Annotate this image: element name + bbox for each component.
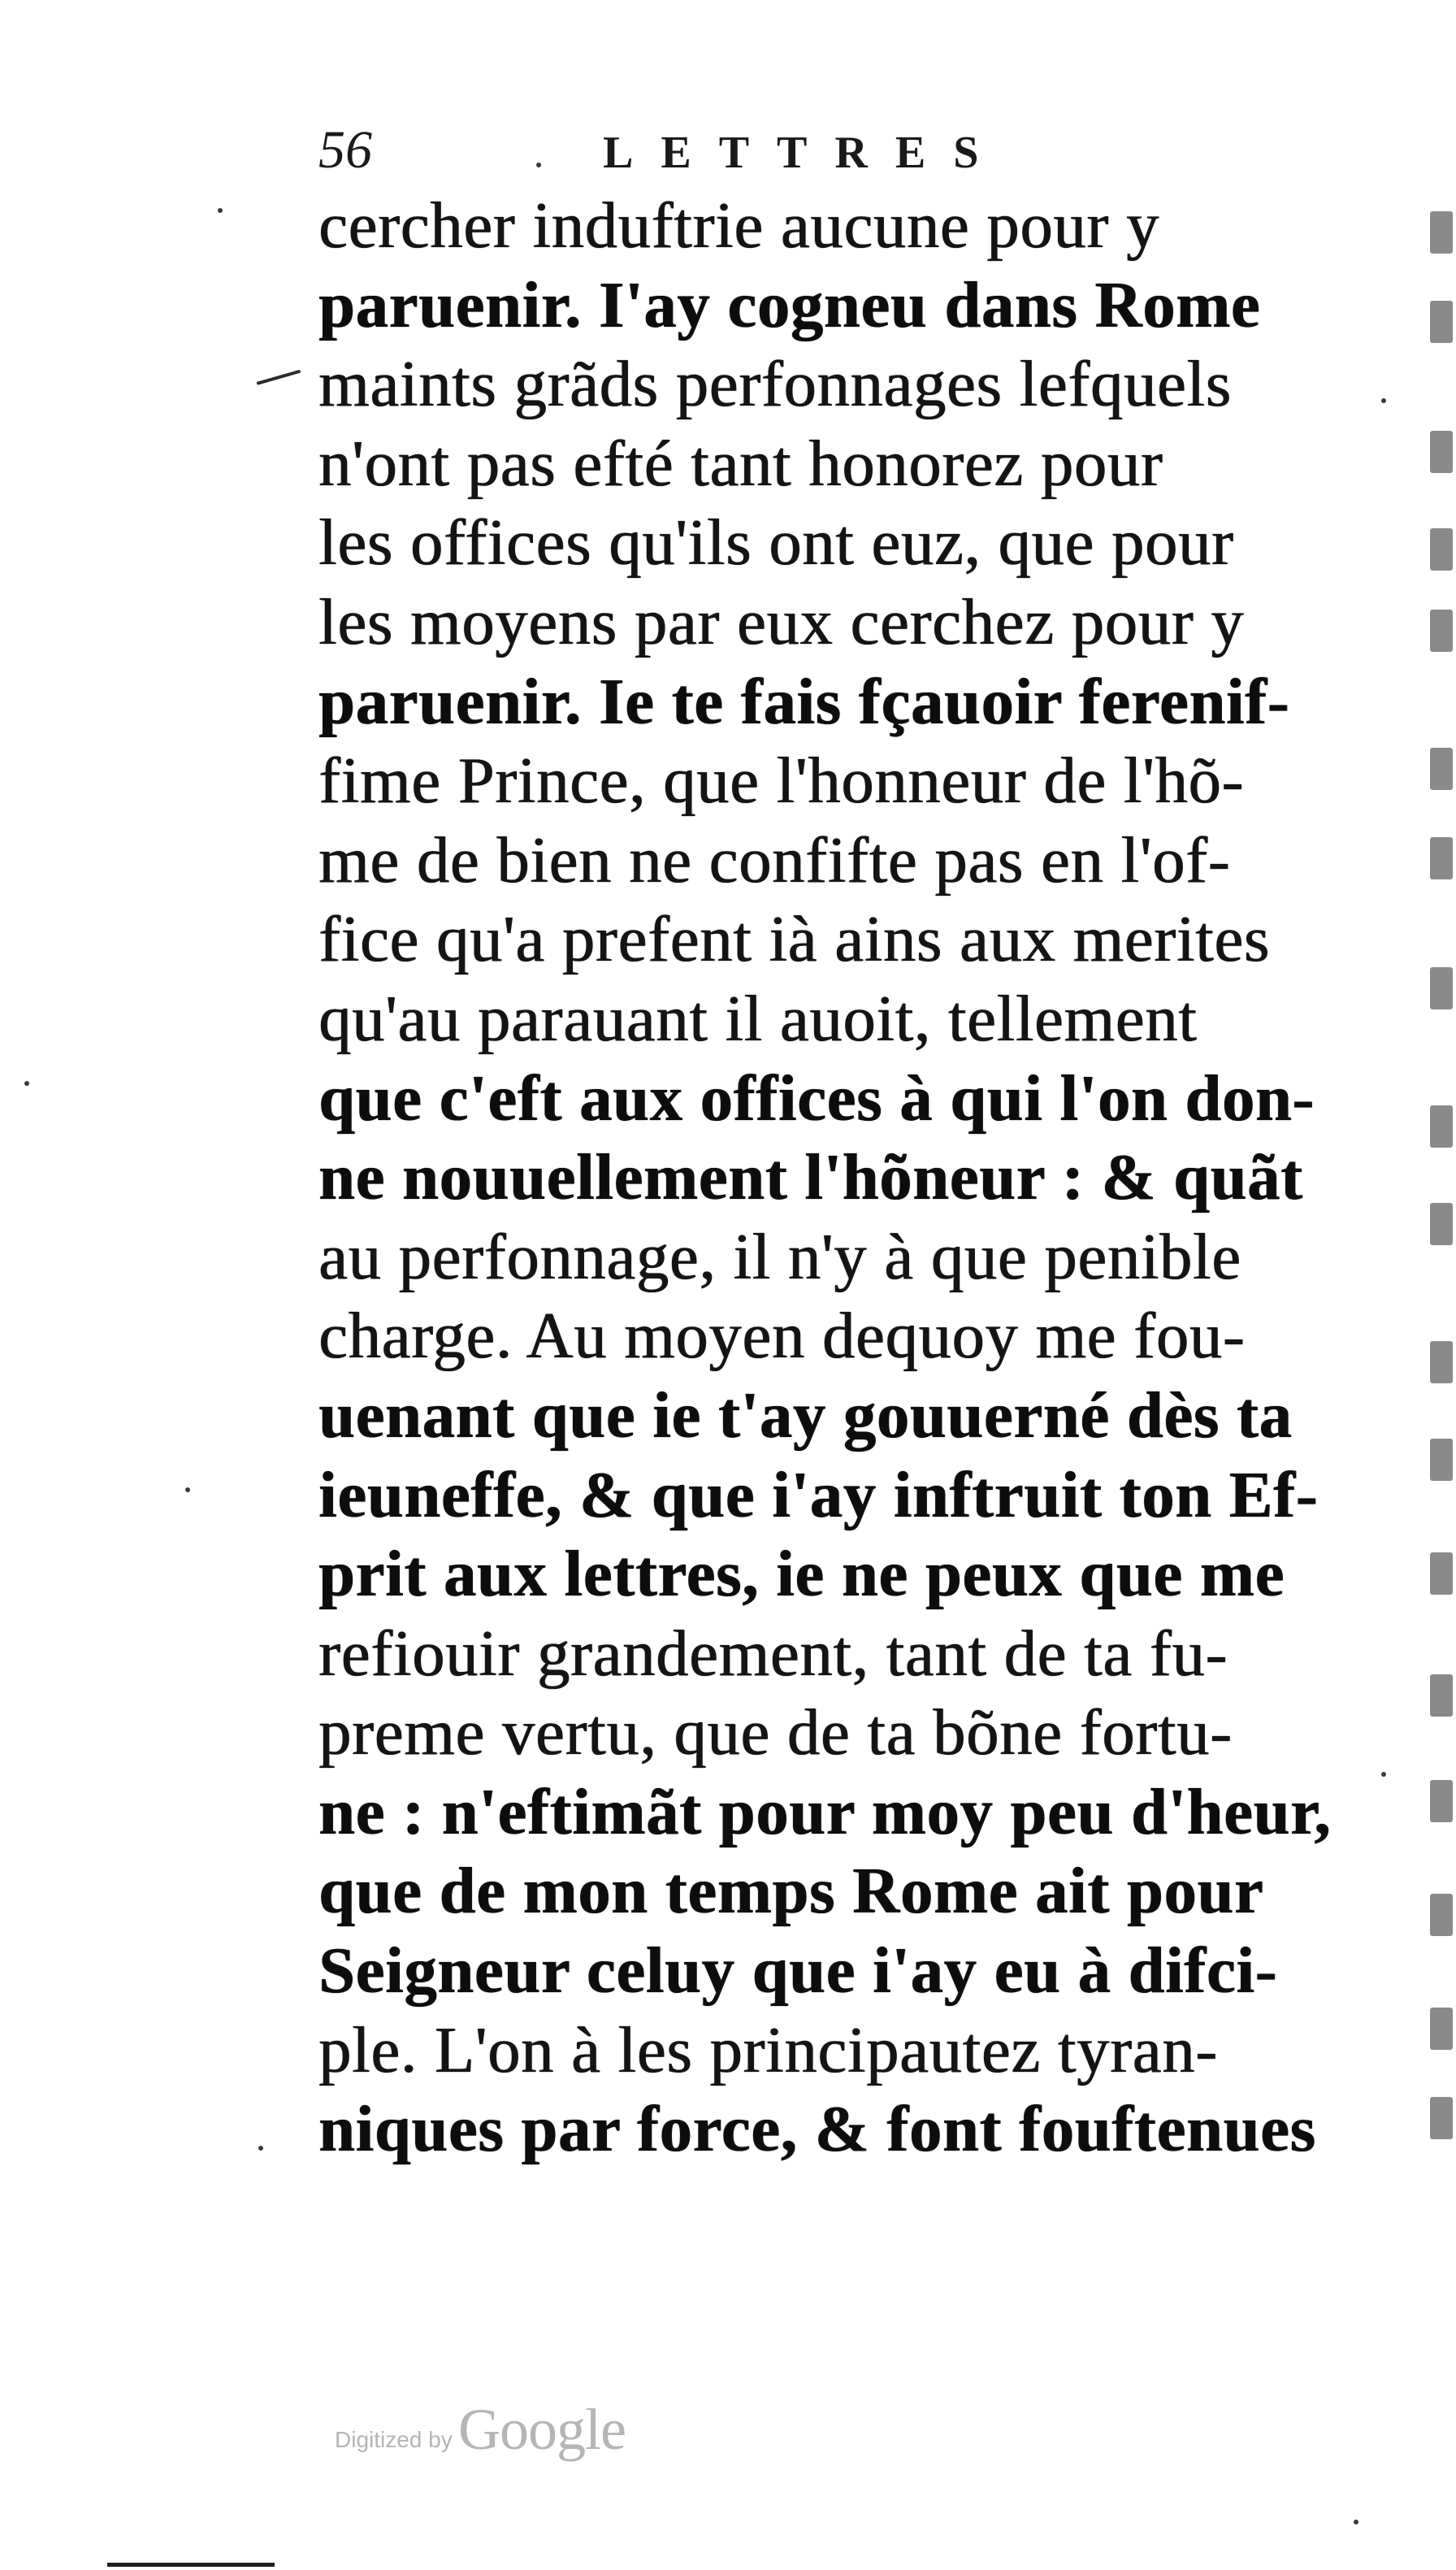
- page-header: [318, 114, 1131, 187]
- bleed-through-mark: [1430, 610, 1453, 652]
- text-line: refiouir grandement, tant de ta fu-: [318, 1617, 1228, 1690]
- ink-speck: [24, 1081, 29, 1086]
- bleed-through-mark: [1430, 1894, 1453, 1936]
- watermark-prefix: Digitized by: [335, 2427, 453, 2452]
- text-line: preme vertu, que de ta bõne fortu-: [318, 1697, 1233, 1769]
- bleed-through-mark: [1430, 967, 1453, 1009]
- running-title: LETTRES: [603, 128, 1007, 178]
- bleed-through-mark: [1430, 1203, 1453, 1245]
- ink-speck: [1381, 398, 1386, 403]
- bleed-through-mark: [1430, 301, 1453, 343]
- bleed-through-mark: [1430, 2097, 1453, 2139]
- ink-speck: [258, 2146, 263, 2151]
- text-line: les moyens par eux cerchez pour y: [318, 586, 1245, 658]
- bleed-through-mark: [1430, 1780, 1453, 1822]
- text-line: ieuneffe, & que i'ay inftruit ton Ef-: [318, 1459, 1319, 1531]
- ink-speck: [218, 208, 223, 213]
- ink-speck: [536, 163, 541, 167]
- ink-speck: [1354, 2520, 1358, 2524]
- page-number: 56: [318, 120, 372, 180]
- text-line: les offices qu'ils ont euz, que pour: [318, 507, 1234, 580]
- bleed-through-mark: [1430, 837, 1453, 879]
- text-line: niques par force, & font fouftenues: [318, 2094, 1316, 2166]
- text-line: paruenir. I'ay cogneu dans Rome: [318, 269, 1261, 341]
- scan-edge-rule: [107, 2563, 275, 2567]
- watermark-brand: Google: [458, 2397, 626, 2462]
- digitization-watermark: [335, 2396, 757, 2477]
- bleed-through-mark: [1430, 1439, 1453, 1481]
- text-line: que c'eft aux offices à qui l'on don-: [318, 1062, 1315, 1135]
- text-line: au perfonnage, il n'y à que penible: [318, 1221, 1242, 1293]
- text-line: cercher induftrie aucune pour y: [318, 190, 1159, 262]
- ink-speck: [1381, 1772, 1386, 1777]
- bleed-through-mark: [1430, 211, 1453, 254]
- text-line: fime Prince, que l'honneur de l'hõ-: [318, 745, 1245, 818]
- stray-ink-stroke: [256, 370, 301, 385]
- text-line: me de bien ne confifte pas en l'of-: [318, 824, 1231, 896]
- bleed-through-mark: [1430, 431, 1453, 473]
- text-line: ne : n'eftimãt pour moy peu d'heur,: [318, 1776, 1332, 1848]
- text-line: ple. L'on à les principautez tyran-: [318, 2014, 1218, 2086]
- bleed-through-mark: [1430, 528, 1453, 571]
- text-line: ne nouuellement l'hõneur : & quãt: [318, 1142, 1303, 1214]
- text-line: uenant que ie t'ay gouuerné dès ta: [318, 1379, 1293, 1452]
- text-line: paruenir. Ie te fais fçauoir ferenif-: [318, 666, 1290, 738]
- body-text: [318, 187, 1367, 2170]
- facing-page-edge: [1430, 187, 1456, 2154]
- text-line: n'ont pas efté tant honorez pour: [318, 428, 1164, 500]
- text-line: maints grãds perfonnages lefquels: [318, 349, 1232, 421]
- text-line: charge. Au moyen dequoy me fou-: [318, 1300, 1246, 1373]
- bleed-through-mark: [1430, 1341, 1453, 1383]
- text-line: fice qu'a prefent ià ains aux merites: [318, 904, 1270, 976]
- text-line: que de mon temps Rome ait pour: [318, 1856, 1264, 1928]
- bleed-through-mark: [1430, 1105, 1453, 1148]
- bleed-through-mark: [1430, 1674, 1453, 1717]
- bleed-through-mark: [1430, 748, 1453, 790]
- text-line: Seigneur celuy que i'ay eu à difci-: [318, 1935, 1278, 2008]
- ink-speck: [185, 1487, 190, 1492]
- bleed-through-mark: [1430, 1552, 1453, 1595]
- text-line: qu'au parauant il auoit, tellement: [318, 983, 1198, 1055]
- bleed-through-mark: [1430, 2008, 1453, 2050]
- text-line: prit aux lettres, ie ne peux que me: [318, 1539, 1285, 1611]
